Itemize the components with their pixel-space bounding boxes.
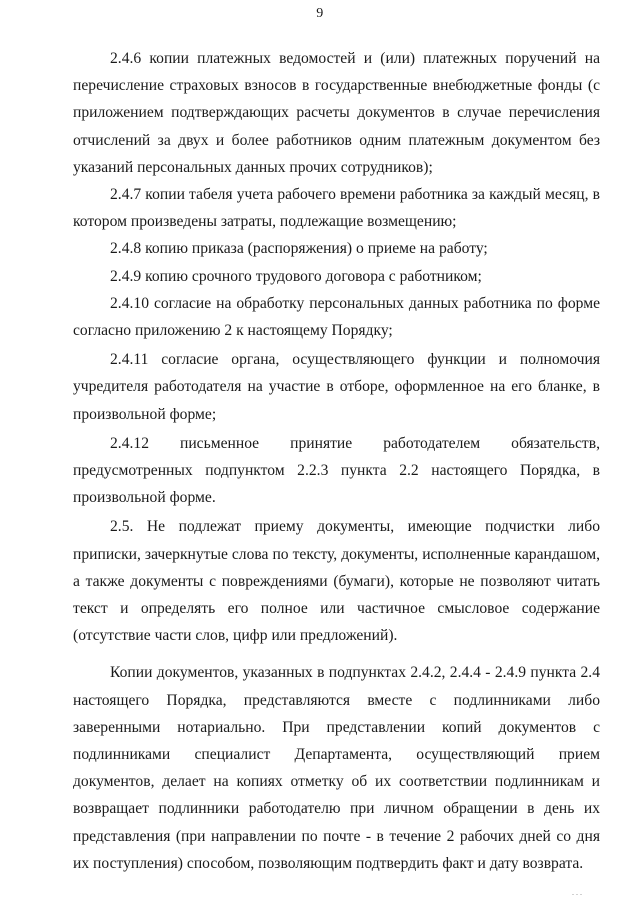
paragraph-2-4-11: 2.4.11 согласие органа, осуществляющего функции и полномочия учредителя работодателя на участие в отборе, оформленное на его бланке, в произвольной форме; xyxy=(73,351,600,423)
paragraph-2-5: 2.5. Не подлежат приему документы, имеющие подчистки либо приписки, зачеркнутые слова по тексту, документы, исполненные карандашом, а также документы с повреждениями (бумаги), которые не позволяют читать текст и определять его полное или частичное смысловое содержание (отсутствие части слов, цифр или предложений). xyxy=(73,518,600,645)
corner-scan-mark: ... xyxy=(572,888,584,897)
paragraph-2-4-9: 2.4.9 копию срочного трудового договора с работником; xyxy=(110,267,482,285)
paragraph-2-4-6: 2.4.6 копии платежных ведомостей и (или) платежных поручений на перечисление страховых взносов в государственные внебюджетные фонды (с приложением подтверждающих расчеты документов в случае перечисления отчислений за двух и более работников одним платежным документом без указаний персональных данных прочих сотрудников); xyxy=(73,50,600,176)
page-number: 9 xyxy=(316,6,324,21)
paragraph-2-4-10: 2.4.10 согласие на обработку персональных данных работника по форме согласно приложению 2 к настоящему Порядку; xyxy=(73,294,600,340)
paragraph-copies-of-documents: Копии документов, указанных в подпунктах 2.4.2, 2.4.4 - 2.4.9 пункта 2.4 настоящего Порядка, представляются вместе с подлинниками либо заверенными нотариально. При представлении копий документов с подлинниками специалист Департамента, осуществляющий прием документов, делает на копиях отметку об их соответствии подлинникам и возвращает подлинники работодателю при личном обращении в день их представления (при направлении по почте - в течение 2 рабочих дней со дня их поступления) способом, позволяющим подтвердить факт и дату возврата. xyxy=(73,664,600,872)
paragraph-2-4-8: 2.4.8 копию приказа (распоряжения) о приеме на работу; xyxy=(110,240,488,258)
paragraph-2-4-7: 2.4.7 копии табеля учета рабочего времени работника за каждый месяц, в котором произведены затраты, подлежащие возмещению; xyxy=(73,186,600,231)
document-body xyxy=(73,45,600,877)
paragraph-2-4-12: 2.4.12 письменное принятие работодателем обязательств, предусмотренных подпунктом 2.2.3 пункта 2.2 настоящего Порядка, в произвольной форме. xyxy=(73,434,600,507)
